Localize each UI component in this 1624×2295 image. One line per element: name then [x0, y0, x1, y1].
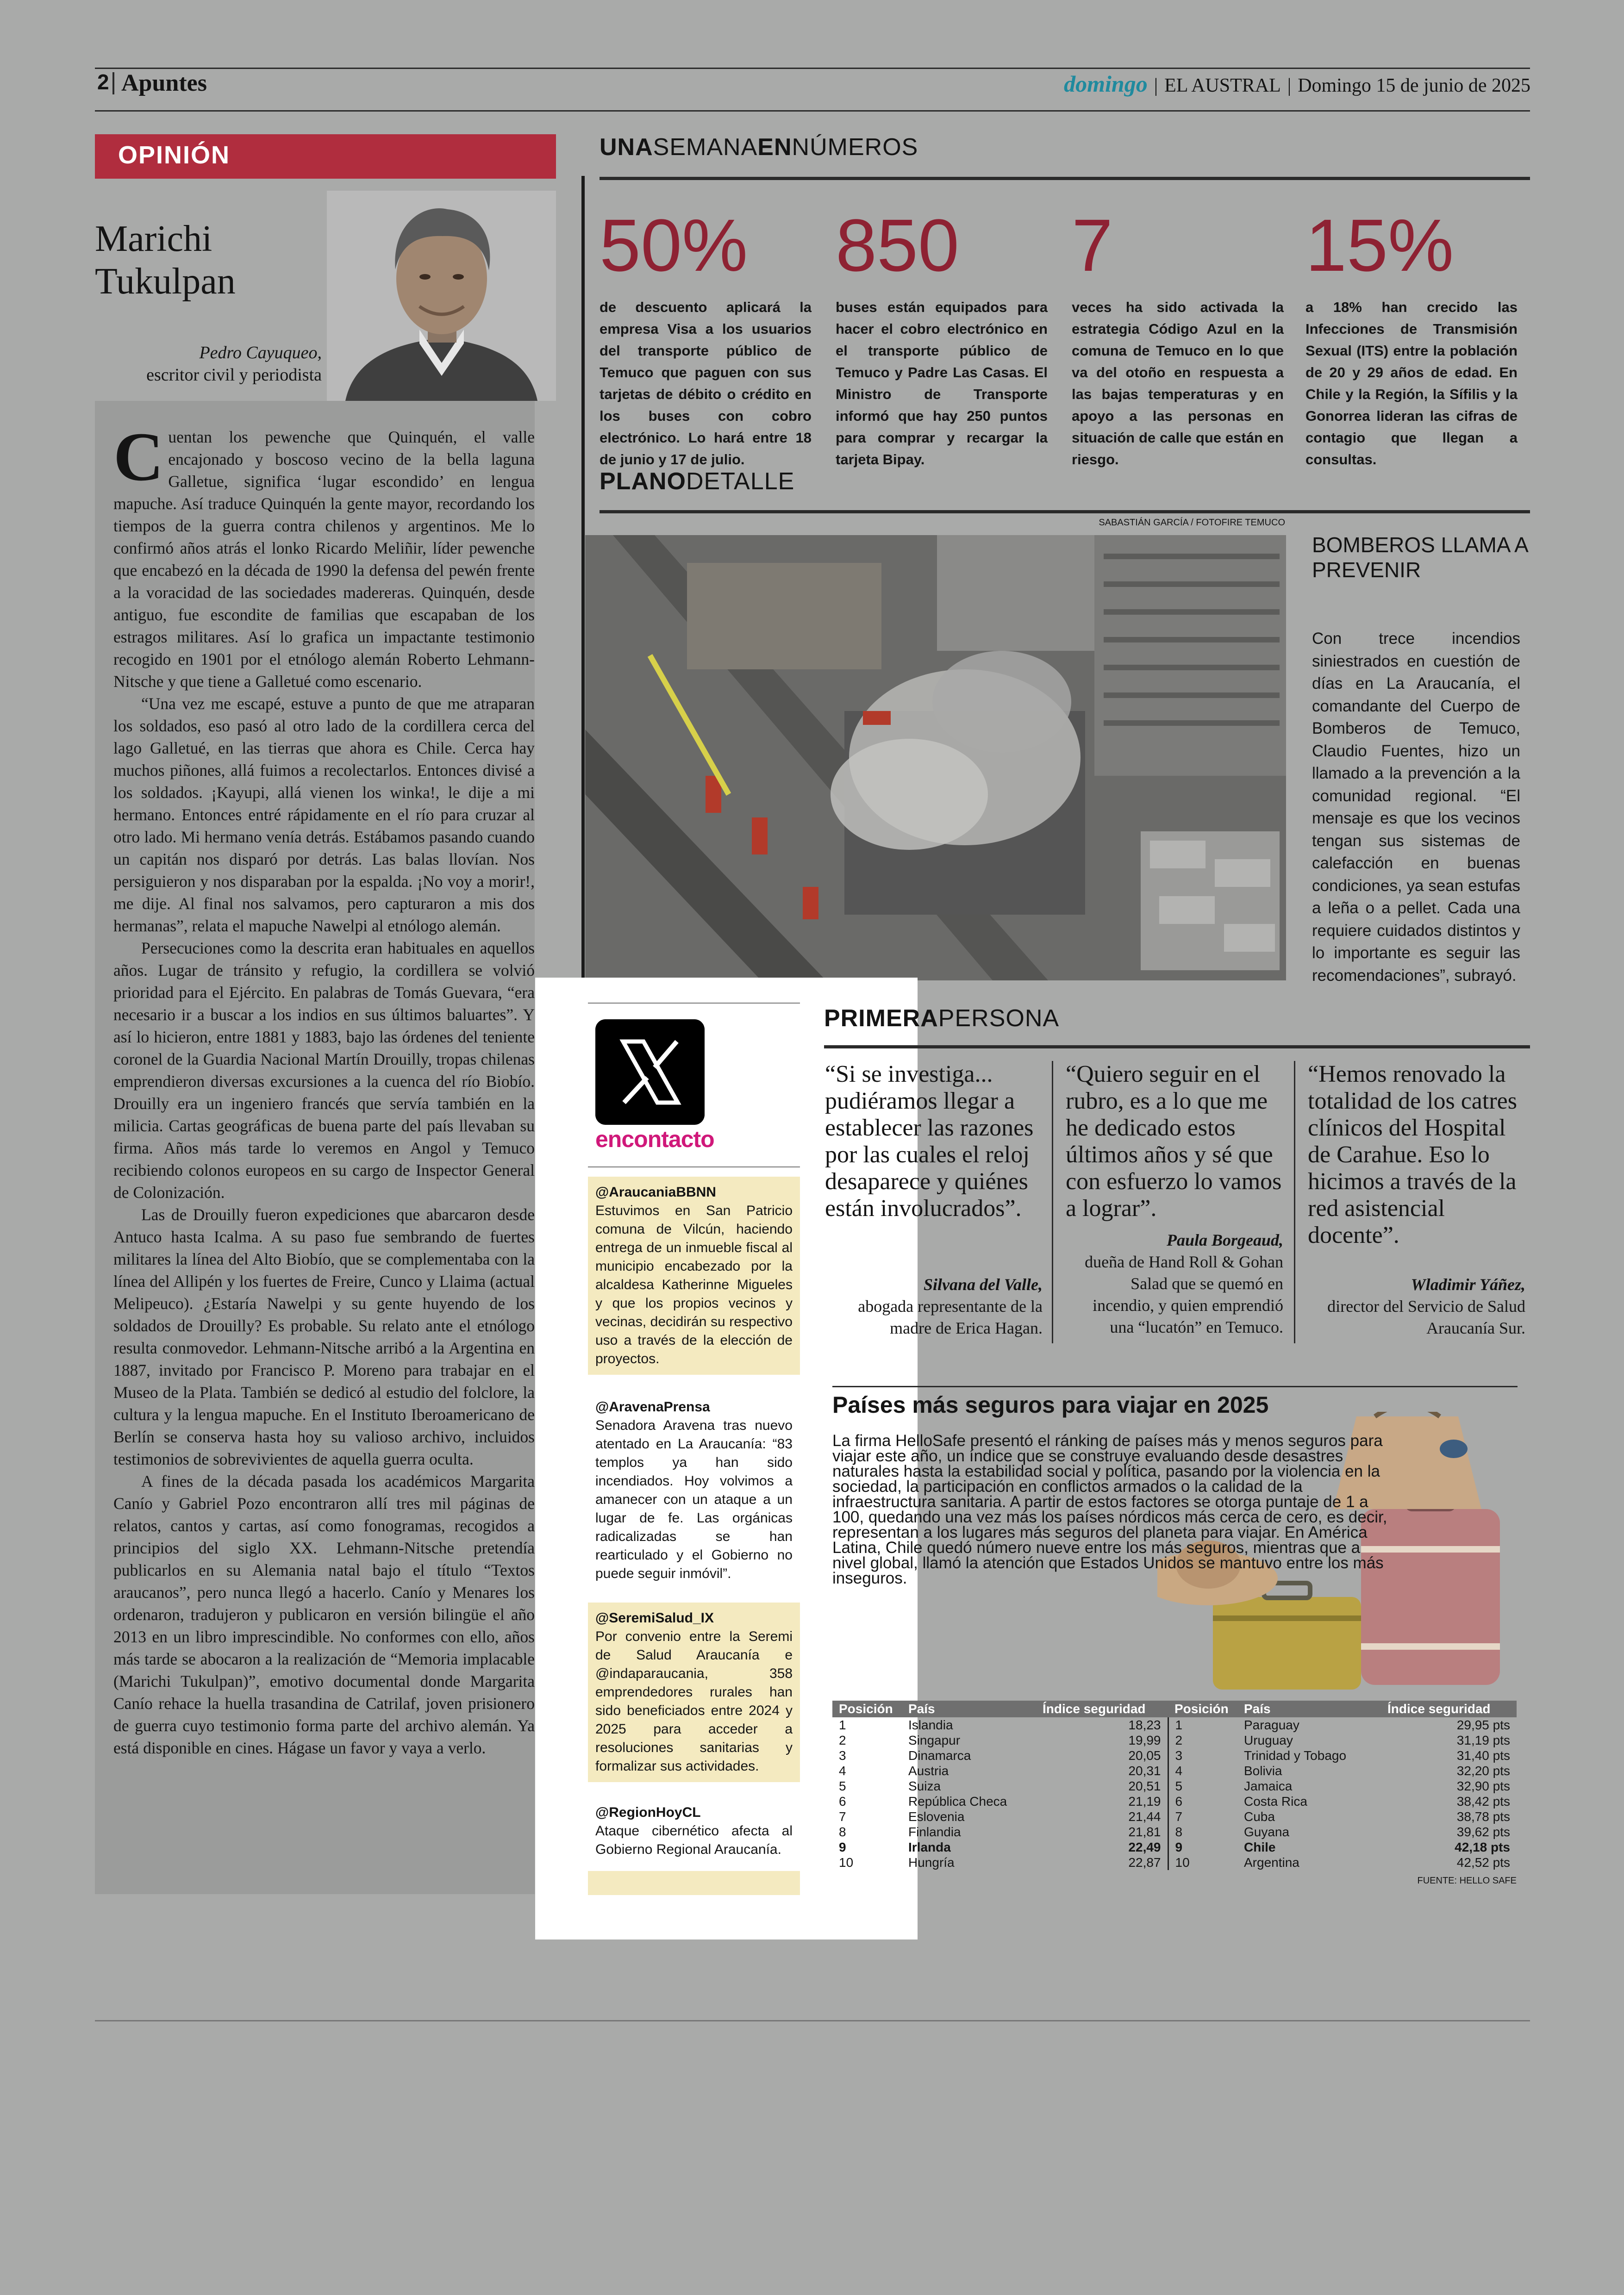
author-name: Pedro Cayuqueo,	[199, 343, 322, 362]
col-header: Posición	[832, 1701, 902, 1717]
table-cell: 29,95 pts	[1456, 1718, 1510, 1732]
table-cell: 7	[1168, 1809, 1237, 1824]
supplement-name: domingo	[1064, 71, 1148, 97]
table-cell: 9	[1168, 1840, 1237, 1855]
table-cell: 8	[1168, 1824, 1237, 1840]
table-cell: 22,49	[1128, 1840, 1161, 1854]
table-cell: 10	[839, 1855, 854, 1870]
kicker-part: SEMANA	[653, 134, 758, 161]
kicker-part: UNA	[600, 134, 653, 161]
tweet-handle: @SeremiSalud_IX	[595, 1610, 714, 1626]
col-header: Índice seguridad	[1036, 1701, 1168, 1717]
x-logo-icon	[595, 1019, 705, 1125]
stat-text-3: veces ha sido activada la estrategia Código Azul en la comuna de Temuco en lo que va del otoño en respuesta a las bajas temperaturas y en apoyo a las personas en situación de calle que están en riesgo.	[1072, 299, 1284, 468]
table-cell: 38,42 pts	[1456, 1794, 1510, 1809]
table-cell: 5	[1168, 1778, 1237, 1794]
plano-text: Con trece incendios siniestrados en cuestión de días en La Araucanía, el comandante del Cuerpo de Bomberos de Temuco, Claudio Fuentes, hizo un llamado a la prevención a la comunidad regional. “El mensaje es que los vecinos tengan sus sistemas de calefacción en buenas condiciones, ya sean estufas a leña o a pellet. Cada una requiere cuidados distintos y lo importante es seguir las recomendaciones”, subrayó.	[1312, 630, 1520, 985]
quote-separator	[1294, 1061, 1295, 1343]
table-row	[832, 1824, 1517, 1840]
stat-value-4: 15%	[1305, 204, 1454, 287]
dropcap: C	[113, 418, 164, 495]
tweet-handle: @RegionHoyCL	[595, 1805, 701, 1820]
table-cell: 2	[839, 1733, 846, 1747]
contacto-footer-band	[588, 1871, 800, 1895]
tweet-card	[588, 1603, 800, 1782]
table-cell: 20,05	[1128, 1748, 1161, 1763]
numbers-rule	[600, 177, 1530, 180]
header-divider	[112, 72, 114, 94]
tweet-text: Por convenio entre la Seremi de Salud Araucanía e @indaparaucania, 358 emprendedores rurales han sido beneficiados entre 2024 y 2025 para acceder a resoluciones sanitarias y formalizar sus actividades.	[595, 1629, 793, 1774]
kicker-part: NÚMEROS	[792, 134, 918, 161]
table-row	[832, 1748, 1517, 1763]
tweet-text: Senadora Aravena tras nuevo atentado en La Araucanía: “83 templos ya han sido incendiados. Hoy volvimos a amanecer con un ataque a un lugar de fe. Las orgánicas radicalizadas se han rearticulado y el Gobierno no puede seguir inmóvil”.	[595, 1418, 793, 1581]
quote-3-role: director del Servicio de Salud Araucanía Sur.	[1327, 1297, 1525, 1337]
table-cell: 39,62 pts	[1456, 1825, 1510, 1839]
table-cell: Dinamarca	[908, 1748, 971, 1763]
table-cell: Chile	[1244, 1840, 1276, 1854]
table-row	[832, 1763, 1517, 1778]
table-cell: 42,18 pts	[1455, 1840, 1510, 1854]
table-cell: Hungría	[908, 1855, 955, 1870]
contacto-divider	[588, 1166, 800, 1167]
tweet-text: Ataque cibernético afecta al Gobierno Regional Araucanía.	[595, 1823, 793, 1857]
table-cell: República Checa	[908, 1794, 1007, 1809]
table-cell: 6	[1168, 1794, 1237, 1809]
plano-kicker	[600, 468, 794, 495]
quote-separator	[1052, 1061, 1053, 1343]
table-cell: Irlanda	[908, 1840, 951, 1854]
kicker-part: EN	[757, 134, 792, 161]
table-cell: 3	[1168, 1748, 1237, 1763]
table-cell: Eslovenia	[908, 1809, 965, 1824]
paragraph-1-text: uentan los pewenche que Quinquén, el valle encajonado y boscoso vecino de la bella laguna Galletue, significa ‘lugar escondido’ en lengua mapuche. Así traduce Quinquén la gente mayor, recordando los tiempos de la guerra contra chilenos y argentinos. Me lo confirmó años atrás el lonko Ricardo Meliñir, líder pewenche que encabezó en la década de 1990 la defensa del pewén frente a la voracidad de las sociedades madereras. Quinquén, desde antiguo, fue escondite de familias que escapaban de los estragos militares. Así lo grafica un impactante testimonio recogido en 1901 por el etnólogo alemán Roberto Lehmann-Nitsche y que tiene a Galletué como escenario.	[113, 428, 535, 691]
table-cell: 20,51	[1128, 1779, 1161, 1793]
col-header: País	[902, 1701, 1036, 1717]
table-cell: Suiza	[908, 1779, 941, 1793]
header-bottom-rule	[95, 110, 1530, 112]
table-cell: 21,19	[1128, 1794, 1161, 1809]
table-cell: Finlandia	[908, 1825, 961, 1839]
table-cell: 21,81	[1128, 1825, 1161, 1839]
header-masthead: domingo | EL AUSTRAL | Domingo 15 de junio de 2025	[1064, 71, 1530, 97]
quote-2-attribution	[1066, 1229, 1283, 1338]
table-row	[832, 1733, 1517, 1748]
table-cell: 5	[839, 1779, 846, 1793]
page-bottom-rule	[95, 2020, 1530, 2021]
plano-rule	[600, 510, 1530, 513]
table-cell: 32,20 pts	[1456, 1764, 1510, 1778]
table-cell: 32,90 pts	[1456, 1779, 1510, 1793]
contacto-label: encontacto	[595, 1126, 714, 1152]
header-top-rule	[95, 68, 1530, 69]
table-cell: Bolivia	[1244, 1764, 1282, 1778]
safe-title: Países más seguros para viajar en 2025	[832, 1392, 1269, 1418]
table-cell: Uruguay	[1244, 1733, 1293, 1747]
quote-1: “Si se investiga... pudiéramos llegar a establecer las razones por las cuales el reloj desaparece y quiénes están involucrados”.	[825, 1061, 1034, 1222]
table-cell: Cuba	[1244, 1809, 1275, 1824]
quote-1-role: abogada representante de la madre de Erica Hagan.	[858, 1297, 1043, 1337]
table-cell: 8	[839, 1825, 846, 1839]
issue-date: Domingo 15 de junio de 2025	[1298, 75, 1530, 96]
safe-intro: La firma HelloSafe presentó el ránking de países más y menos seguros para viajar este año, un índice que se construye evaluando desde desastres naturales hasta la estabilidad social y política, pasando por la violencia en la sociedad, la participación en conflictos armados o la calidad de la infraestructura sanitaria. A partir de estos factores se otorga puntaje de 1 a 100, quedando una vez más los países nórdicos más cerca de cero, es decir, representan a los lugares más seguros del planeta para viajar. En América Latina, Chile quedó número nueve entre los más seguros, mientras que a nivel global, llamó la atención que Estados Unidos se mantuvo entre los más inseguros.	[832, 1432, 1387, 1587]
newspaper-name: EL AUSTRAL	[1164, 75, 1281, 96]
author-portrait	[327, 191, 556, 401]
plano-title: BOMBEROS LLAMA A PREVENIR	[1312, 533, 1528, 582]
stat-text-4: a 18% han crecido las Infecciones de Transmisión Sexual (ITS) entre la población de 20 y 29 años de edad. En Chile y la Región, la Sífilis y la Gonorrea lideran las cifras de contagio que llegan a consultas.	[1305, 299, 1518, 468]
col-header: Posición	[1168, 1701, 1237, 1717]
table-source: FUENTE: HELLO SAFE	[1417, 1876, 1517, 1886]
table-cell: Trinidad y Tobago	[1244, 1748, 1347, 1763]
primera-rule	[824, 1045, 1530, 1048]
photo-credit: SABASTIÁN GARCÍA / FOTOFIRE TEMUCO	[1099, 518, 1285, 528]
table-cell: 7	[839, 1809, 846, 1824]
paragraph-2: “Una vez me escapé, estuve a punto de que me atraparan los soldados, eso pasó al otro lado de la cordillera cerca del lago Galletué, en las tierras que ahora es Chile. Cerca hay muchos piñones, allá fuimos a recolectarlos. Entonces divisé a los soldados. ¡Kayupi, allá vienen los winka!, le dije a mi hermano. Entonces entré rápidamente en el río para cruzar al otro lado. Mi hermano venía detrás. Estábamos pasando cuando un capitán nos disparó por detrás. Las balas llovían. Nos persiguieron y nos disparaban por la espalda. ¡No voy a morir!, me dije. Al final nos salvamos, pero capturaron a mis dos hermanas”, relata el mapuche Nawelpi al etnólogo alemán.	[113, 694, 535, 935]
table-cell: Paraguay	[1244, 1718, 1299, 1732]
table-cell: 31,40 pts	[1456, 1748, 1510, 1763]
column-title	[95, 218, 236, 303]
quote-1-attribution	[825, 1274, 1043, 1339]
paragraph-3: Persecuciones como la descrita eran habituales en aquellos años. Lugar de tránsito y refugio, la cordillera se volvió prioridad para el Ejército. En palabras de Tomás Guevara, “era necesario ir a buscar a los indios en sus últimos baluartes”. Y así lo hicieron, entre 1881 y 1883, bajo las órdenes del teniente coronel de la Guardia Nacional Martín Drouilly, tropas chilenas emprendieron diversas excursiones a la cuenca del río Biobío. Drouilly era un ingeniero francés que servía también en la milicia. Cartas geográficas de buena parte del país llevaban su firma. Años más tarde lo veremos en Angol y Temuco recibiendo colonos europeos en su cargo de Inspector General de Colonización.	[113, 939, 535, 1202]
table-cell: 6	[839, 1794, 846, 1809]
page-number: 2	[97, 70, 109, 94]
fire-aerial-photo	[585, 535, 1286, 980]
column-title-line-2: Tukulpan	[95, 261, 236, 302]
quote-3: “Hemos renovado la totalidad de los catres clínicos del Hospital de Carahue. Eso lo hicimos a través de la red asistencial docente”.	[1308, 1061, 1517, 1248]
kicker-part: PRIMERA	[824, 1005, 938, 1032]
table-cell: Singapur	[908, 1733, 961, 1747]
paragraph-1	[113, 418, 535, 692]
kicker-part: PLANO	[600, 468, 686, 495]
table-cell: 38,78 pts	[1456, 1809, 1510, 1824]
table-cell: Jamaica	[1244, 1779, 1293, 1793]
author-credit	[95, 342, 322, 386]
table-row	[832, 1809, 1517, 1824]
stat-text-1: de descuento aplicará la empresa Visa a los usuarios del transporte público de Temuco que paguen con sus tarjetas de débito o crédito en los buses con cobro electrónico. Lo hará entre 18 de junio y 17 de julio.	[600, 299, 812, 468]
table-row	[832, 1717, 1517, 1733]
table-cell: Argentina	[1244, 1855, 1299, 1870]
table-cell: 3	[839, 1748, 846, 1763]
quote-2-role: dueña de Hand Roll & Gohan Salad que se quemó en incendio, y quien emprendió una “lucatón” en Temuco.	[1085, 1253, 1283, 1336]
table-cell: 2	[1168, 1733, 1237, 1748]
safe-ranking-table	[832, 1701, 1517, 1870]
quote-1-name: Silvana del Valle,	[923, 1275, 1043, 1294]
table-cell: 21,44	[1128, 1809, 1161, 1824]
table-header-row	[832, 1701, 1517, 1717]
stat-text-2: buses están equipados para hacer el cobro electrónico en el transporte público de Temuco y Padre Las Casas. El Ministro de Transporte informó que hay 250 puntos para comprar y recargar la tarjeta Bipay.	[836, 299, 1048, 468]
quote-2: “Quiero seguir en el rubro, es a lo que me he dedicado estos últimos años y sé que con esfuerzo lo vamos a lograr”.	[1066, 1061, 1282, 1222]
table-cell: Islandia	[908, 1718, 953, 1732]
table-row	[832, 1855, 1517, 1870]
tweet-text: Estuvimos en San Patricio comuna de Vilcún, haciendo entrega de un inmueble fiscal al municipio encabezado por la alcaldesa Katherinne Migueles y que los propios vecinos y vecinas, decidirán su respectivo uso a través de la elección de proyectos.	[595, 1203, 793, 1366]
table-cell: 31,19 pts	[1456, 1733, 1510, 1747]
col-header: Índice seguridad	[1381, 1701, 1517, 1717]
table-cell: Austria	[908, 1764, 949, 1778]
table-row	[832, 1794, 1517, 1809]
paragraph-5: A fines de la década pasada los académicos Margarita Canío y Gabriel Pozo encontraron allí tres mil páginas de relatos, cantos y cartas, así como fonogramas, recogidos a principios del siglo XX. Lehmann-Nitsche pretendía publicarlos en su Alemania natal bajo el título “Textos araucanos”, pero nunca llegó a hacerlo. Canío y Menares los ordenaron, tradujeron y publicaron en versión bilingüe el año 2013 en un libro imprescindible. No conformes con ello, años más tarde se abocaron a la realización de “Memoria implacable (Marichi Tukulpan)”, emotivo documental donde Margarita Canío rehace la huella trasandina de Catrilaf, joven prisionero de guerra cuyo testimonio forma parte del archivo alemán. Ya está disponible en cines. Hágase un favor y vaya a verlo.	[113, 1472, 535, 1757]
opinion-body	[113, 418, 535, 1759]
quote-2-name: Paula Borgeaud,	[1166, 1231, 1283, 1249]
author-role: escritor civil y periodista	[146, 365, 322, 385]
table-cell: 4	[1168, 1763, 1237, 1778]
table-cell: 10	[1168, 1855, 1237, 1870]
tweet-card	[588, 1391, 800, 1590]
contacto-top-rule	[588, 1003, 800, 1004]
tweet-handle: @AravenaPrensa	[595, 1399, 710, 1415]
numbers-kicker	[600, 133, 918, 161]
primera-kicker	[824, 1004, 1059, 1032]
stat-value-1: 50%	[600, 204, 748, 287]
kicker-part: DETALLE	[686, 468, 795, 495]
tweet-handle: @AraucaniaBBNN	[595, 1185, 716, 1200]
col-header: País	[1237, 1701, 1381, 1717]
column-title-line-1: Marichi	[95, 218, 212, 259]
table-cell: 1	[1168, 1717, 1237, 1733]
table-cell: 1	[839, 1718, 846, 1732]
opinion-banner: OPINIÓN	[95, 134, 556, 179]
table-cell: Guyana	[1244, 1825, 1290, 1839]
stat-value-2: 850	[836, 204, 959, 287]
table-row	[832, 1840, 1517, 1855]
table-cell: 20,31	[1128, 1764, 1161, 1778]
table-cell: 22,87	[1128, 1855, 1161, 1870]
quote-3-name: Wladimir Yáñez,	[1411, 1275, 1525, 1294]
stat-value-3: 7	[1072, 204, 1113, 287]
tweet-card	[588, 1177, 800, 1375]
table-cell: 19,99	[1128, 1733, 1161, 1747]
table-cell: Costa Rica	[1244, 1794, 1307, 1809]
table-cell: 9	[839, 1840, 846, 1854]
paragraph-4: Las de Drouilly fueron expediciones que abarcaron desde Antuco hasta Icalma. A su paso fue sembrando de fuertes militares la línea del Alto Biobío, que se complementaba con la línea del Allipén y los fuertes de Freire, Cunco y Llaima (actual Melipeuco). ¿Estaría Nawelpi y su gente huyendo de los soldados de Drouilly? Es probable. Su relato ante el etnólogo resulta conmovedor. Lehmann-Nitsche arribó a la Argentina en 1887, invitado por Francisco P. Moreno para trabajar en el Museo de la Plata. También se dedicó al estudio del folclore, la cultura y la lengua mapuche. En el Instituto Iberoamericano de Berlín se conserva hasta hoy su valioso archivo, incluidos testimonios de sobrevivientes de aquella guerra oculta.	[113, 1205, 535, 1468]
table-cell: 42,52 pts	[1456, 1855, 1510, 1870]
table-cell: 18,23	[1128, 1718, 1161, 1732]
safe-rule	[832, 1386, 1518, 1387]
section-title: Apuntes	[121, 70, 207, 96]
kicker-part: PERSONA	[938, 1005, 1060, 1032]
table-row	[832, 1778, 1517, 1794]
table-cell: 4	[839, 1764, 846, 1778]
tweet-card	[588, 1797, 800, 1865]
quote-3-attribution	[1308, 1274, 1525, 1339]
